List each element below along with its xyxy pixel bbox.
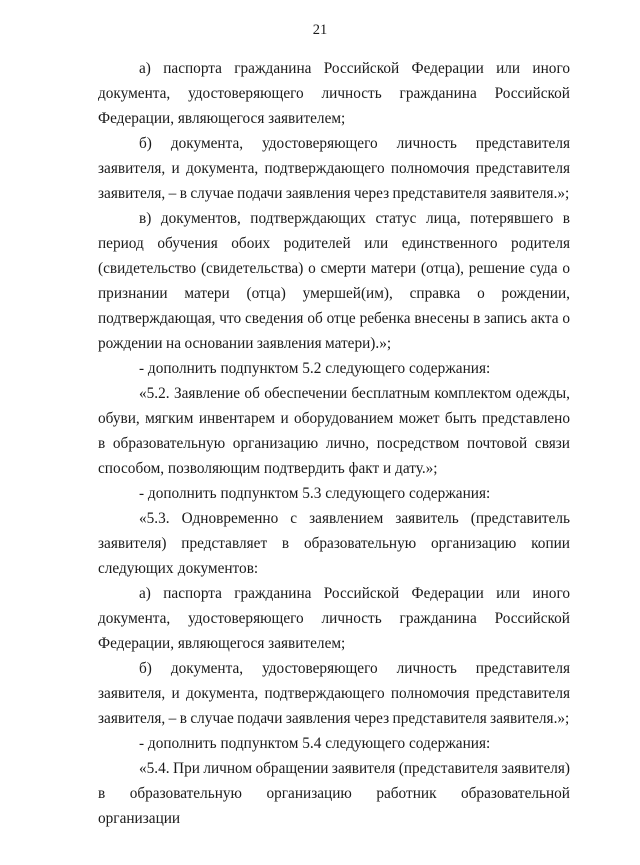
paragraph-passport-a-repeat: а) паспорта гражданина Российской Федерации или иного документа, удостоверяющего личность гражданина Российской Федерации, являющегося заявителем; <box>98 585 570 652</box>
paragraph-add-5-2: - дополнить подпунктом 5.2 следующего содержания: <box>139 360 491 377</box>
paragraph-representative-b-repeat: б) документа, удостоверяющего личность представителя заявителя, и документа, подтверждающего полномочия представителя заявителя, – в случае подачи заявления через представителя заявителя.»; <box>98 660 570 727</box>
document-body <box>98 56 570 831</box>
paragraph-clause-5-2: «5.2. Заявление об обеспечении бесплатным комплектом одежды, обуви, мягким инвентарем и оборудованием может быть представлено в образовательную организацию лично, посредством почтовой связи способом, позволяющим подтвердить факт и дату.»; <box>98 385 570 477</box>
page-number: 21 <box>312 22 328 38</box>
paragraph-representative-b: б) документа, удостоверяющего личность представителя заявителя, и документа, подтверждающего полномочия представителя заявителя, – в случае подачи заявления через представителя заявителя.»; <box>98 135 570 202</box>
paragraph-clause-5-4: «5.4. При личном обращении заявителя (представителя заявителя) в образовательную организацию работник образовательной организации <box>98 760 570 827</box>
paragraph-orphan-status-v: в) документов, подтверждающих статус лица, потерявшего в период обучения обоих родителей или единственного родителя (свидетельство (свидетельства) о смерти матери (отца), решение суда о признании матери (отца) умершей(им), справка о рождении, подтверждающая, что сведения об отце ребенка внесены в запись акта о рождении на основании заявления матери).»; <box>98 210 570 352</box>
paragraph-add-5-4: - дополнить подпунктом 5.4 следующего содержания: <box>139 735 491 752</box>
paragraph-passport-a: а) паспорта гражданина Российской Федерации или иного документа, удостоверяющего личность гражданина Российской Федерации, являющегося заявителем; <box>98 60 570 127</box>
paragraph-clause-5-3: «5.3. Одновременно с заявлением заявитель (представитель заявителя) представляет в образовательную организацию копии следующих документов: <box>98 510 570 577</box>
paragraph-add-5-3: - дополнить подпунктом 5.3 следующего содержания: <box>139 485 491 502</box>
